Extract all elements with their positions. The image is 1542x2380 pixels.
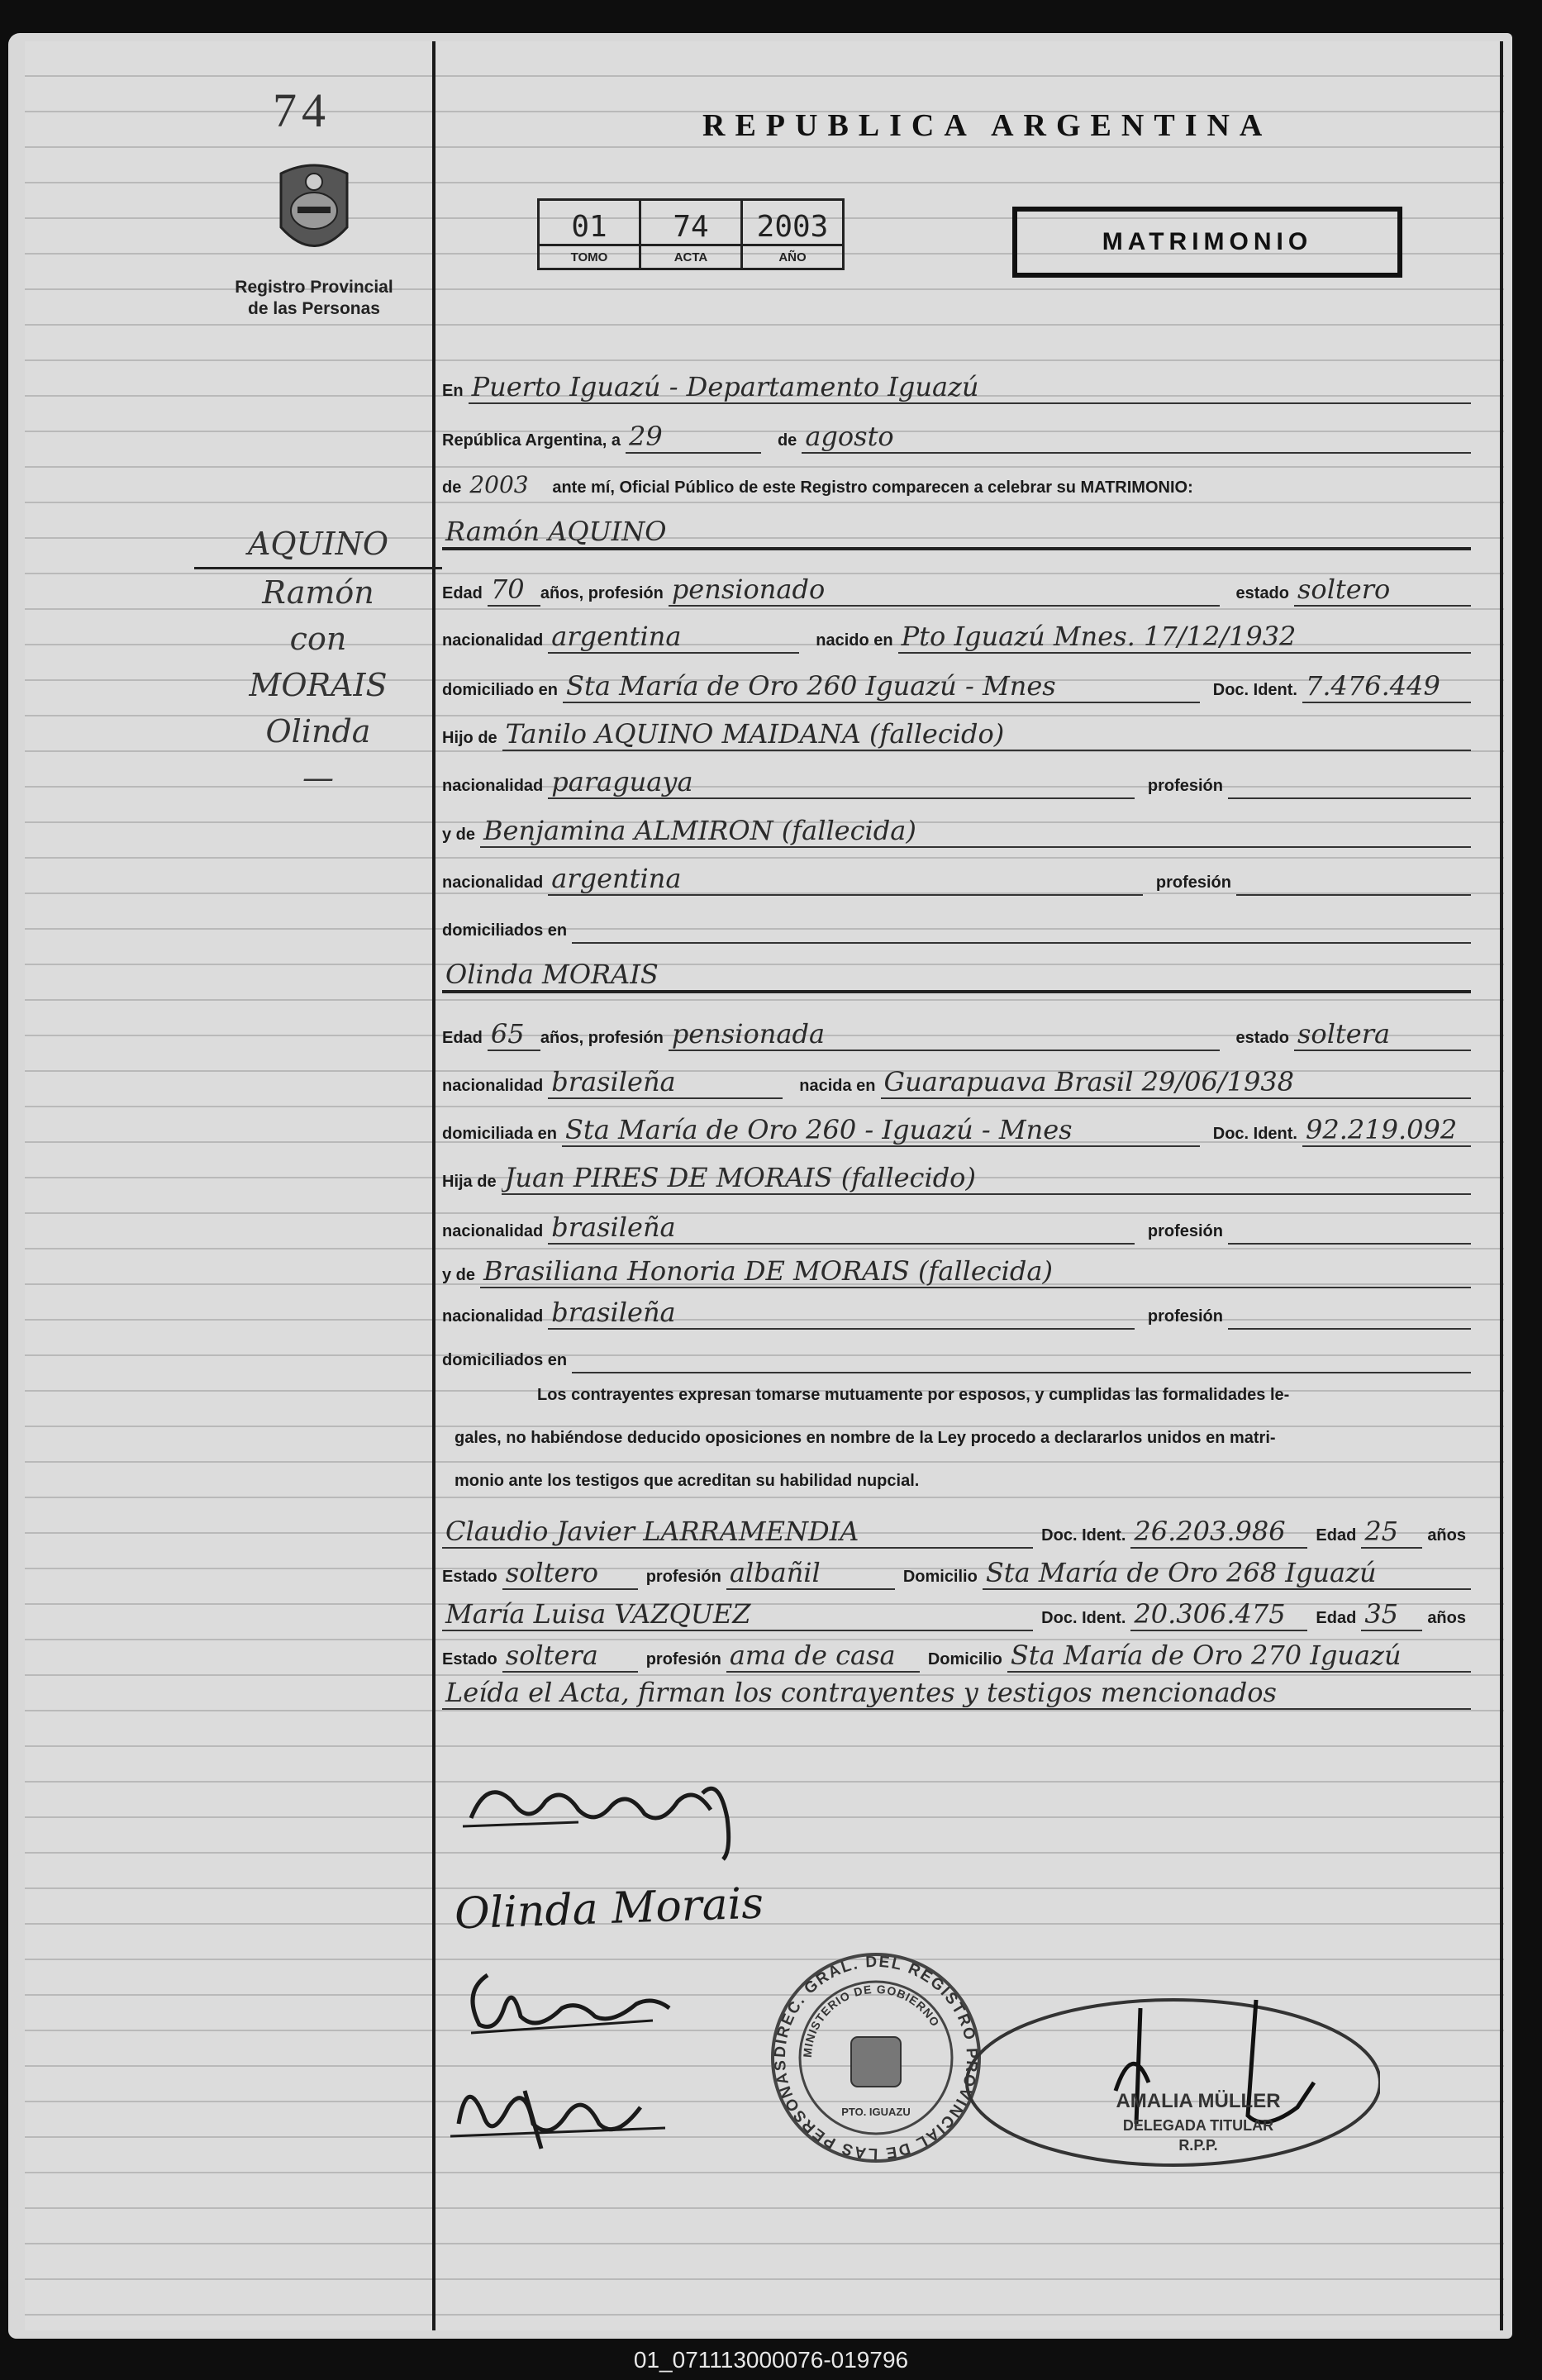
groom-age: 70 [488, 574, 540, 607]
witness2-age: 35 [1361, 1598, 1422, 1631]
groom-nationality: argentina [548, 621, 799, 654]
stamp-city: PTO. IGUAZU [841, 2106, 911, 2118]
groom-father-row [442, 715, 1471, 751]
witness1-prof-label: profesión [645, 1568, 721, 1586]
witness1-signature-icon [455, 1959, 702, 2049]
groom-mother-prof [1236, 894, 1471, 896]
witness2-doc: 20.306.475 [1130, 1598, 1307, 1631]
stamp-circle-text: DIREC. GRAL. DEL REGISTRO PROVINCIAL DE LAS PERSONAS [771, 1953, 981, 2163]
witness1-edad-label: Edad [1316, 1526, 1357, 1545]
witness2-name: María Luisa VAZQUEZ [442, 1598, 1033, 1631]
witness1-estado: soltero [502, 1557, 638, 1590]
groom-birth: Pto Iguazú Mnes. 17/12/1932 [898, 621, 1471, 654]
place-value: Puerto Iguazú - Departamento Iguazú [469, 371, 1471, 404]
bride-mother-prof [1228, 1328, 1471, 1330]
bride-nat-row [442, 1063, 1471, 1099]
groom-father-nat-label: nacionalidad [442, 777, 544, 795]
tomo-label: TOMO [539, 245, 640, 269]
image-caption: 01_071113000076-019796 [633, 2347, 909, 2373]
witness2-signature-icon [442, 2058, 690, 2157]
groom-address-row [442, 667, 1471, 703]
witness2-estado-label: Estado [442, 1650, 497, 1668]
bride-prof-label: años, profesión [540, 1029, 664, 1047]
witness2-prof-label: profesión [645, 1650, 721, 1668]
margin-surname-groom: AQUINO [194, 521, 442, 569]
bride-parents-dom-label: domiciliados en [442, 1351, 568, 1369]
bride-parents-dom-row [442, 1337, 1471, 1373]
witness2-estado: soltera [502, 1640, 638, 1673]
year-row [442, 464, 1471, 501]
closing-text: Leída el Acta, firman los contrayentes y testigos mencionados [442, 1677, 1471, 1710]
provincial-crest-icon [273, 157, 355, 264]
groom-mother-nat-row [442, 859, 1471, 896]
witness2-details-row [442, 1636, 1471, 1673]
bride-address-row [442, 1111, 1471, 1147]
place-row [442, 368, 1471, 404]
official-signature-stamp-icon [950, 1992, 1380, 2173]
witness2-address: Sta María de Oro 270 Iguazú [1007, 1640, 1471, 1673]
en-label: En [442, 382, 464, 400]
groom-father-prof [1228, 797, 1471, 799]
groom-name: Ramón AQUINO [442, 516, 1471, 550]
witness1-address: Sta María de Oro 268 Iguazú [983, 1557, 1471, 1590]
bride-hija-label: Hija de [442, 1173, 497, 1191]
ledger-sheet [25, 41, 1504, 2330]
witness1-profession: albañil [726, 1557, 895, 1590]
groom-dom-label: domiciliado en [442, 681, 559, 699]
bride-yde-label: y de [442, 1266, 476, 1284]
folio-number: 74 [273, 83, 331, 137]
witness1-row [442, 1512, 1471, 1549]
groom-age-row [442, 570, 1471, 607]
closing-row [442, 1673, 1471, 1710]
groom-name-row [442, 514, 1471, 550]
groom-doc-label: Doc. Ident. [1212, 681, 1297, 699]
bride-father-prof [1228, 1243, 1471, 1245]
official-name: AMALIA MÜLLER [1116, 2090, 1281, 2112]
bride-father-row [442, 1159, 1471, 1195]
groom-nacido-label: nacido en [816, 631, 893, 650]
groom-mother-prof-label: profesión [1155, 873, 1231, 892]
witness2-anos-label: años [1427, 1609, 1466, 1627]
groom-mother-nat: argentina [548, 863, 1143, 896]
bride-nationality: brasileña [548, 1066, 783, 1099]
margin-dash: — [302, 759, 334, 796]
margin-name-bride: Olinda [265, 713, 371, 750]
bride-mother-prof-label: profesión [1147, 1307, 1223, 1326]
groom-profession: pensionado [669, 574, 1220, 607]
groom-estado: soltero [1294, 574, 1471, 607]
bride-father-prof-label: profesión [1147, 1222, 1223, 1240]
bride-estado: soltera [1294, 1018, 1471, 1051]
groom-estado-label: estado [1235, 584, 1289, 602]
groom-nat-label: nacionalidad [442, 631, 544, 650]
bride-profession: pensionada [669, 1018, 1220, 1051]
official-unit: R.P.P. [1178, 2137, 1218, 2154]
bride-father: Juan PIRES DE MORAIS (fallecido) [502, 1162, 1471, 1195]
witness1-estado-label: Estado [442, 1568, 497, 1586]
witness1-dom-label: Domicilio [902, 1568, 978, 1586]
de-year-label: de [442, 478, 462, 497]
margin-surname-bride: MORAIS [249, 667, 388, 703]
bride-doc-label: Doc. Ident. [1212, 1125, 1297, 1143]
declaration-line1: Los contrayentes expresan tomarse mutuamente por esposos, y cumplidas las formalidades le- [537, 1386, 1290, 1404]
bride-father-nat: brasileña [548, 1211, 1135, 1245]
registry-label [223, 277, 405, 320]
record-type-box: MATRIMONIO [1012, 207, 1402, 278]
ano-value: 2003 [742, 200, 844, 245]
bride-father-nat-row [442, 1208, 1471, 1245]
witness2-dom-label: Domicilio [927, 1650, 1002, 1668]
bride-estado-label: estado [1235, 1029, 1289, 1047]
groom-parents-dom [572, 942, 1471, 944]
witness1-doc-label: Doc. Ident. [1041, 1526, 1126, 1545]
right-rule [1500, 41, 1503, 2330]
declaration-line2: gales, no habiéndose deducido oposiciones en nombre de la Ley procedo a declararlos unidos en matri- [455, 1429, 1276, 1447]
witness1-name: Claudio Javier LARRAMENDIA [442, 1516, 1033, 1549]
acta-label: ACTA [640, 245, 742, 269]
groom-prof-label: años, profesión [540, 584, 664, 602]
groom-yde-label: y de [442, 826, 476, 844]
bride-birth: Guarapuava Brasil 29/06/1938 [881, 1066, 1471, 1099]
bride-age: 65 [488, 1018, 540, 1051]
witness1-details-row [442, 1554, 1471, 1590]
witness1-anos-label: años [1427, 1526, 1466, 1545]
margin-names [194, 521, 442, 801]
groom-mother-row [442, 812, 1471, 848]
ano-label: AÑO [742, 245, 844, 269]
registry-label-line1: Registro Provincial [235, 278, 393, 297]
de-label: de [777, 431, 797, 450]
groom-mother: Benjamina ALMIRON (fallecida) [480, 815, 1471, 848]
witness1-doc: 26.203.986 [1130, 1516, 1307, 1549]
witness2-row [442, 1595, 1471, 1631]
bride-father-nat-label: nacionalidad [442, 1222, 544, 1240]
month-value: agosto [802, 421, 1471, 454]
groom-address: Sta María de Oro 260 Iguazú - Mnes [563, 670, 1200, 703]
registry-label-line2: de las Personas [248, 299, 380, 318]
witness2-doc-label: Doc. Ident. [1041, 1609, 1126, 1627]
margin-con: con [289, 621, 347, 657]
groom-signature-icon [455, 1744, 785, 1868]
declaration-line3: monio ante los testigos que acreditan su habilidad nupcial. [455, 1472, 920, 1490]
groom-edad-label: Edad [442, 584, 483, 602]
official-title: DELEGADA TITULAR [1122, 2117, 1274, 2134]
margin-rule [432, 41, 435, 2330]
groom-parents-dom-row [442, 907, 1471, 944]
margin-name-groom: Ramón [262, 574, 374, 611]
bride-doc: 92.219.092 [1302, 1114, 1471, 1147]
bride-nacida-label: nacida en [799, 1077, 876, 1095]
groom-hijo-label: Hijo de [442, 729, 497, 747]
bride-mother-nat: brasileña [548, 1297, 1135, 1330]
groom-father-prof-label: profesión [1147, 777, 1223, 795]
groom-nat-row [442, 617, 1471, 654]
bride-dom-label: domiciliada en [442, 1125, 557, 1143]
year-value: 2003 [469, 471, 529, 498]
record-number-table [537, 198, 845, 270]
groom-parents-dom-label: domiciliados en [442, 921, 568, 940]
bride-mother: Brasiliana Honoria DE MORAIS (fallecida) [480, 1255, 1471, 1288]
bride-signature: Olinda Morais [454, 1878, 764, 1940]
date-row [442, 417, 1471, 454]
witness1-age: 25 [1361, 1516, 1422, 1549]
republic-label: República Argentina, a [442, 431, 621, 450]
bride-address: Sta María de Oro 260 - Iguazú - Mnes [562, 1114, 1200, 1147]
bride-mother-row [442, 1252, 1471, 1288]
groom-father-nat: paraguaya [548, 766, 1135, 799]
witness2-edad-label: Edad [1316, 1609, 1357, 1627]
bride-mother-nat-row [442, 1293, 1471, 1330]
day-value: 29 [626, 421, 761, 454]
groom-mother-nat-label: nacionalidad [442, 873, 544, 892]
bride-mother-nat-label: nacionalidad [442, 1307, 544, 1326]
groom-father: Tanilo AQUINO MAIDANA (fallecido) [502, 718, 1471, 751]
document-page [8, 33, 1512, 2339]
tomo-value: 01 [539, 200, 640, 245]
groom-doc: 7.476.449 [1302, 670, 1471, 703]
intro-text: ante mí, Oficial Público de este Registro comparecen a celebrar su MATRIMONIO: [552, 478, 1193, 497]
bride-name-row [442, 957, 1471, 993]
acta-value: 74 [640, 200, 742, 245]
bride-nat-label: nacionalidad [442, 1077, 544, 1095]
witness2-profession: ama de casa [726, 1640, 920, 1673]
stamp-inner-text: MINISTERIO DE GOBIERNO [800, 1982, 943, 2059]
bride-age-row [442, 1015, 1471, 1051]
bride-edad-label: Edad [442, 1029, 483, 1047]
bride-name: Olinda MORAIS [442, 959, 1471, 993]
country-title: REPUBLICA ARGENTINA [702, 108, 1273, 143]
groom-father-nat-row [442, 763, 1471, 799]
